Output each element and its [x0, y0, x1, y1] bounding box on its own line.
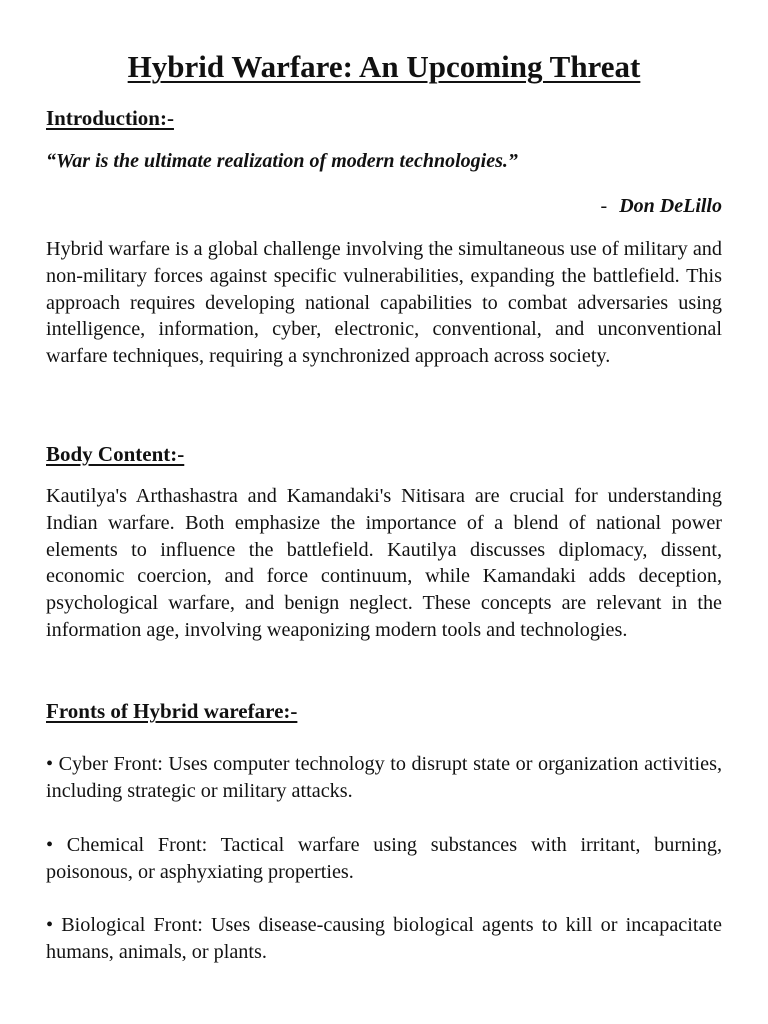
epigraph-quote: “War is the ultimate realization of modern technologies.”	[46, 150, 518, 172]
introduction-paragraph: Hybrid warfare is a global challenge involving the simultaneous use of military and non-military forces against specific vulnerabilities, expanding the battlefield. This approach requires developing national capabilities to combat adversaries using intelligence, information, cyber, electronic, conventional, and unconventional warfare techniques, requiring a synchronized approach across society.	[46, 238, 722, 368]
fronts-heading: Fronts of Hybrid warefare:-	[46, 699, 298, 723]
front-item-cyber: • Cyber Front: Uses computer technology to disrupt state or organization activities, including strategic or military attacks.	[46, 753, 722, 802]
quote-author: Don DeLillo	[619, 195, 722, 217]
page-title: Hybrid Warfare: An Upcoming Threat	[127, 49, 641, 84]
quote-attribution	[601, 193, 722, 219]
body-content-heading: Body Content:-	[46, 442, 185, 466]
body-content-paragraph: Kautilya's Arthashastra and Kamandaki's Nitisara are crucial for understanding Indian warfare. Both emphasize the importance of a blend of national power elements to influence the battlefield. Kautilya discusses diplomacy, dissent, economic coercion, and force continuum, while Kamandaki adds deception, psychological warfare, and benign neglect. These concepts are relevant in the information age, involving weaponizing modern tools and technologies.	[46, 485, 722, 641]
introduction-heading: Introduction:-	[46, 106, 174, 130]
front-item-chemical: • Chemical Front: Tactical warfare using substances with irritant, burning, poisonous, or asphyxiating properties.	[46, 834, 722, 883]
front-item-biological: • Biological Front: Uses disease-causing biological agents to kill or incapacitate humans, animals, or plants.	[46, 914, 722, 963]
attribution-dash: -	[600, 195, 608, 217]
